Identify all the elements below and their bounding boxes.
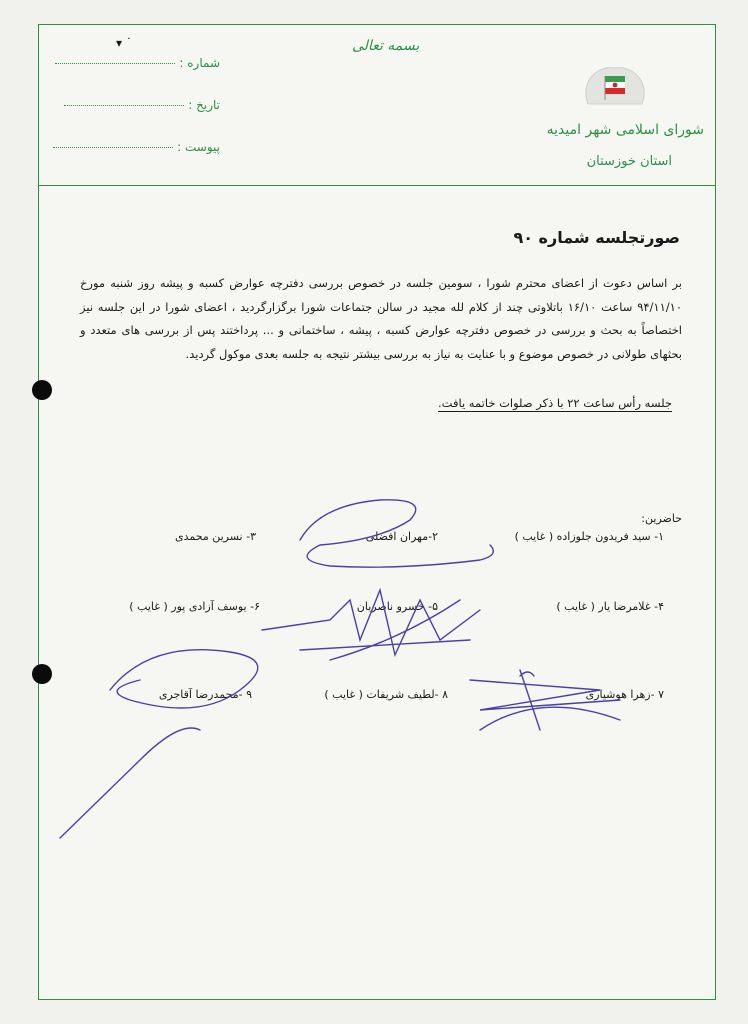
attendees-label: حاضرین: — [641, 512, 682, 525]
attachment-label: پیوست : — [177, 140, 220, 154]
number-field — [55, 56, 220, 70]
punch-hole-bottom — [32, 664, 52, 684]
attendee-4: ۴- غلامرضا یار ( غایب ) — [556, 600, 664, 613]
province-name: استان خوزستان — [586, 154, 672, 169]
attendee-7: ۷ -زهرا هوشیاری — [585, 688, 664, 701]
date-line — [64, 105, 184, 106]
attendee-8: ۸ -لطیف شریفات ( غایب ) — [324, 688, 448, 701]
date-label: تاریخ : — [188, 98, 220, 112]
ink-mark: ▾ ˙ — [116, 36, 132, 50]
iran-emblem-icon — [578, 58, 652, 116]
closing-line: جلسه رأس ساعت ۲۲ با ذکر صلوات خاتمه یافت. — [438, 396, 672, 410]
document-title: صورتجلسه شماره ۹۰ — [513, 228, 680, 247]
attachment-line — [53, 147, 173, 148]
attachment-field — [53, 140, 220, 154]
number-line — [55, 63, 175, 64]
number-label: شماره : — [179, 56, 220, 70]
attendee-3: ۳- نسرین محمدی — [175, 530, 256, 543]
council-name: شورای اسلامی شهر امیدیه — [546, 122, 704, 138]
attendee-1: ۱- سید فریدون جلوزاده ( غایب ) — [514, 530, 664, 543]
bismillah-calligraphy: بسمه تعالی — [352, 38, 420, 54]
attendee-2: ۲-مهران افضلی — [365, 530, 438, 543]
attendee-9: ۹ -محمدرضا آقاجری — [158, 688, 252, 701]
attendee-6: ۶- یوسف آزادی پور ( غایب ) — [129, 600, 260, 613]
attendee-5: ۵- خسرو ناصریان — [356, 600, 438, 613]
punch-hole-top — [32, 380, 52, 400]
minutes-paragraph: بر اساس دعوت از اعضای محترم شورا ، سومین جلسه در خصوص بررسی دفترچه عوارض کسبه و پیشه روز شنبه مورخ ۹۴/۱۱/۱۰ ساعت ۱۶/۱۰ باتلاوتی چند از کلام لله مجید در سالن جتماعات شورا برگزارگردید ، اعضای شورا در این جلسه نیز اختصاصاً به بحث و بررسی در خصوص دفترچه عوارض کسبه ، پیشه ، ساختمانی و ... پرداختند پس از بررسی های متعدد و بحثهای طولانی در خصوص موضوع و با عنایت به نیاز به بررسی بیشتر نتیجه به جلسه بعدی موکول گردید. — [80, 276, 682, 361]
date-field — [64, 98, 220, 112]
